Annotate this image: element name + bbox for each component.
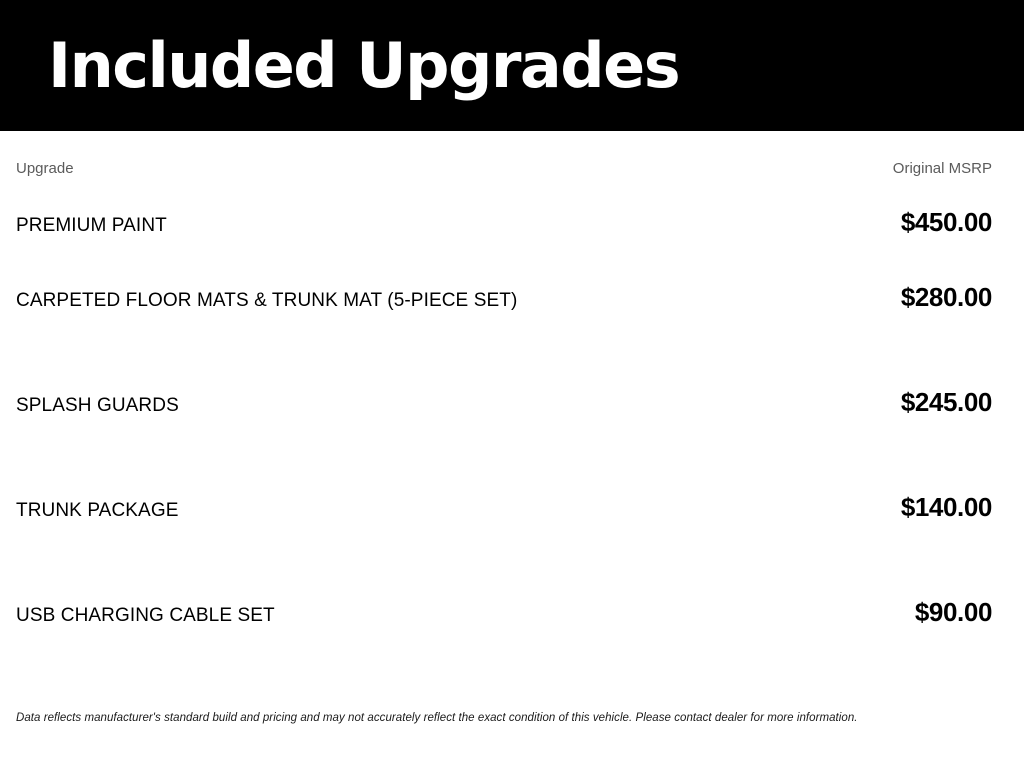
upgrade-name: SPLASH GUARDS: [16, 395, 179, 416]
upgrades-content: [0, 131, 1024, 768]
table-row: [16, 282, 992, 387]
upgrade-name: CARPETED FLOOR MATS & TRUNK MAT (5-PIECE SET): [16, 290, 518, 311]
table-row: [16, 597, 992, 702]
table-column-headers: [16, 160, 992, 177]
upgrade-price: $90.00: [914, 597, 992, 627]
upgrade-price: $450.00: [900, 207, 992, 237]
upgrade-price: $245.00: [900, 387, 992, 417]
upgrade-name: USB CHARGING CABLE SET: [16, 605, 275, 626]
table-row: [16, 492, 992, 597]
page-title: Included Upgrades: [48, 28, 680, 102]
upgrade-price: $280.00: [900, 282, 992, 312]
upgrade-name: PREMIUM PAINT: [16, 215, 167, 236]
disclaimer-footnote: Data reflects manufacturer's standard build and pricing and may not accurately reflect the exact condition of this vehicle. Please contact dealer for more information.: [16, 712, 858, 724]
upgrades-table: [16, 177, 992, 702]
column-header-upgrade: Upgrade: [16, 160, 74, 177]
upgrade-price: $140.00: [900, 492, 992, 522]
table-row: [16, 387, 992, 492]
upgrade-name: TRUNK PACKAGE: [16, 500, 179, 521]
table-row: [16, 177, 992, 282]
page-header: [0, 0, 1024, 131]
column-header-msrp: Original MSRP: [892, 160, 992, 177]
